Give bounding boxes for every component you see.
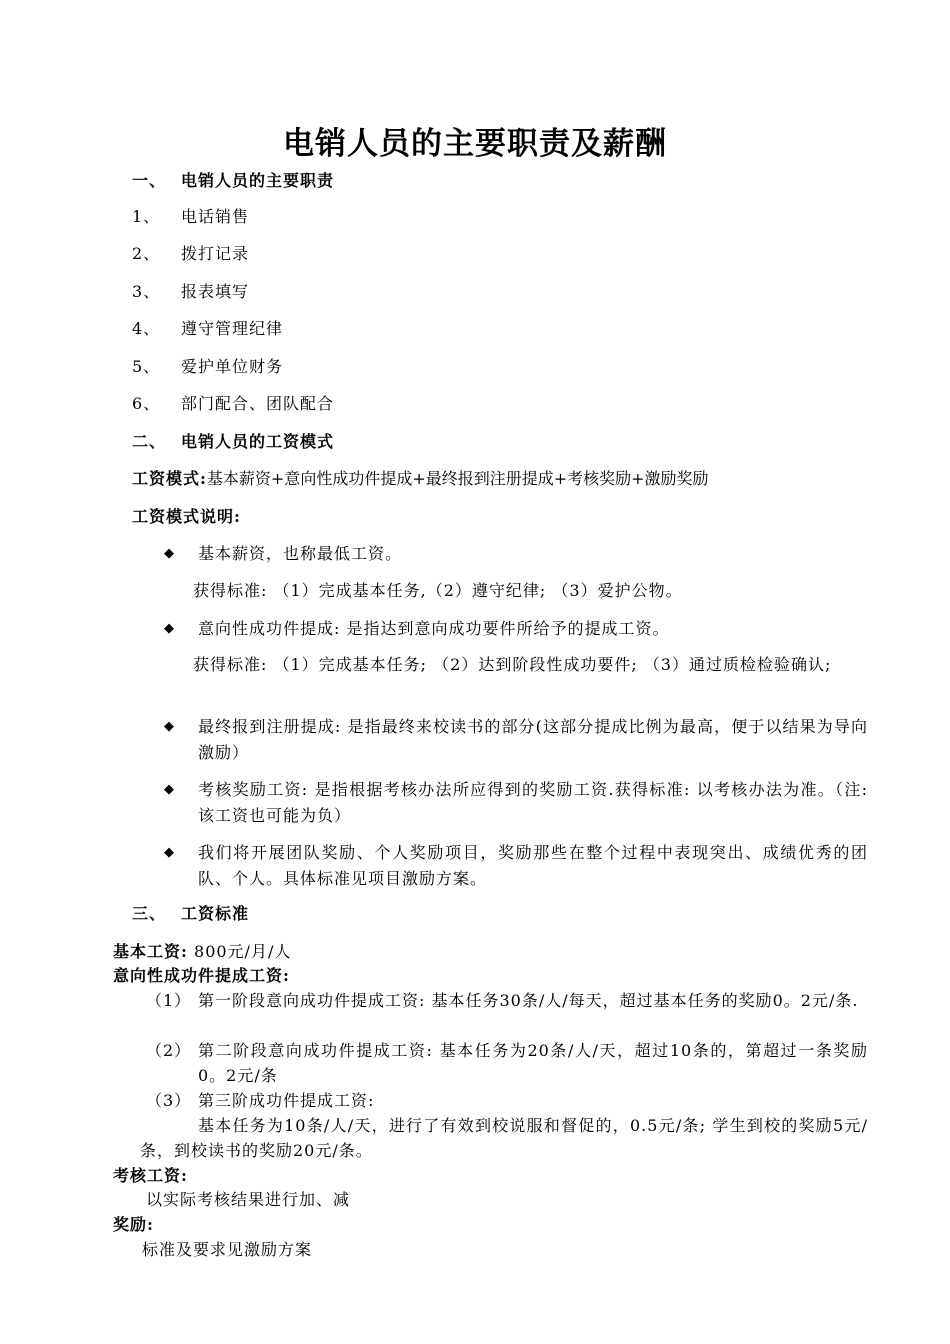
diamond-bullet-icon: ◆ [164,546,174,561]
wage-model-label: 工资模式: [132,469,207,488]
intent-item-text: 第二阶段意向成功件提成工资: 基本任务为20条/人/天，超过10条的，第超过一条奖励0。2元/条 [198,1041,868,1085]
list-item: 遵守管理纪律 [181,319,284,338]
section-heading: 工资标准 [181,904,250,923]
stage3-detail: 基本任务为10条/人/天，进行了有效到校说服和督促的，0.5元/条; 学生到校的奖励5元/条，到校读书的奖励20元/条。 [140,1116,868,1160]
section-number: 一、 [132,171,167,190]
list-item: 报表填写 [181,282,250,301]
list-item: 电话销售 [181,207,250,226]
list-number: 3、 [132,282,161,301]
base-wage-label: 基本工资: [113,942,188,961]
wage-model-text: 基本薪资+意向性成功件提成+最终报到注册提成+考核奖励+激励奖励 [206,469,709,488]
list-number: 6、 [132,394,161,413]
section-number: 三、 [132,904,167,923]
bullet-text: 考核奖励工资: 是指根据考核办法所应得到的奖励工资.获得标准: 以考核办法为准。（注:该工资也可能为负） [198,780,868,825]
list-number: 2、 [132,244,161,263]
assess-wage-text: 以实际考核结果进行加、减 [146,1190,351,1209]
diamond-bullet-icon: ◆ [164,621,174,636]
base-wage-value: 800元/月/人 [194,942,292,961]
list-number: 1、 [132,207,161,226]
bullet-subtext: 获得标准: （1）完成基本任务,（2）遵守纪律; （3）爱护公物。 [193,581,683,600]
list-item: 拨打记录 [181,244,250,263]
section-heading: 电销人员的主要职责 [181,171,335,190]
reward-label: 奖励: [113,1215,154,1234]
intent-wage-label: 意向性成功件提成工资: [113,966,290,985]
list-number: 4、 [132,319,161,338]
intent-item-number: （3） [146,1091,192,1110]
reward-text: 标准及要求见激励方案 [142,1240,313,1259]
diamond-bullet-icon: ◆ [164,782,174,797]
wage-model-line [132,468,709,490]
intent-item-number: （1） [146,991,192,1010]
list-number: 5、 [132,357,161,376]
bullet-text: 我们将开展团队奖励、个人奖励项目，奖励那些在整个过程中表现突出、成绩优秀的团队、个人。具体标准见项目激励方案。 [198,843,868,888]
intent-item-text: 第三阶成功件提成工资: [198,1091,375,1110]
base-wage-line [113,941,291,963]
wage-model-explain-label: 工资模式说明: [132,507,241,526]
bullet-text: 最终报到注册提成: 是指最终来校读书的部分(这部分提成比例为最高，便于以结果为导向激励） [198,717,868,762]
bullet-text: 基本薪资，也称最低工资。 [198,544,403,563]
bullet-text: 意向性成功件提成: 是指达到意向成功要件所给予的提成工资。 [198,619,670,638]
diamond-bullet-icon: ◆ [164,719,174,734]
page-title: 电销人员的主要职责及薪酬 [283,126,667,162]
intent-item-number: （2） [146,1041,192,1060]
list-item: 部门配合、团队配合 [181,394,335,413]
bullet-subtext: 获得标准: （1）完成基本任务; （2）达到阶段性成功要件; （3）通过质检检验确认; [193,655,832,674]
intent-item-text: 第一阶段意向成功件提成工资: 基本任务30条/人/每天，超过基本任务的奖励0。2元/条. [198,991,859,1010]
diamond-bullet-icon: ◆ [164,845,174,860]
list-item: 爱护单位财务 [181,357,284,376]
section-number: 二、 [132,432,167,451]
assess-wage-label: 考核工资: [113,1166,188,1185]
section-heading: 电销人员的工资模式 [181,432,335,451]
